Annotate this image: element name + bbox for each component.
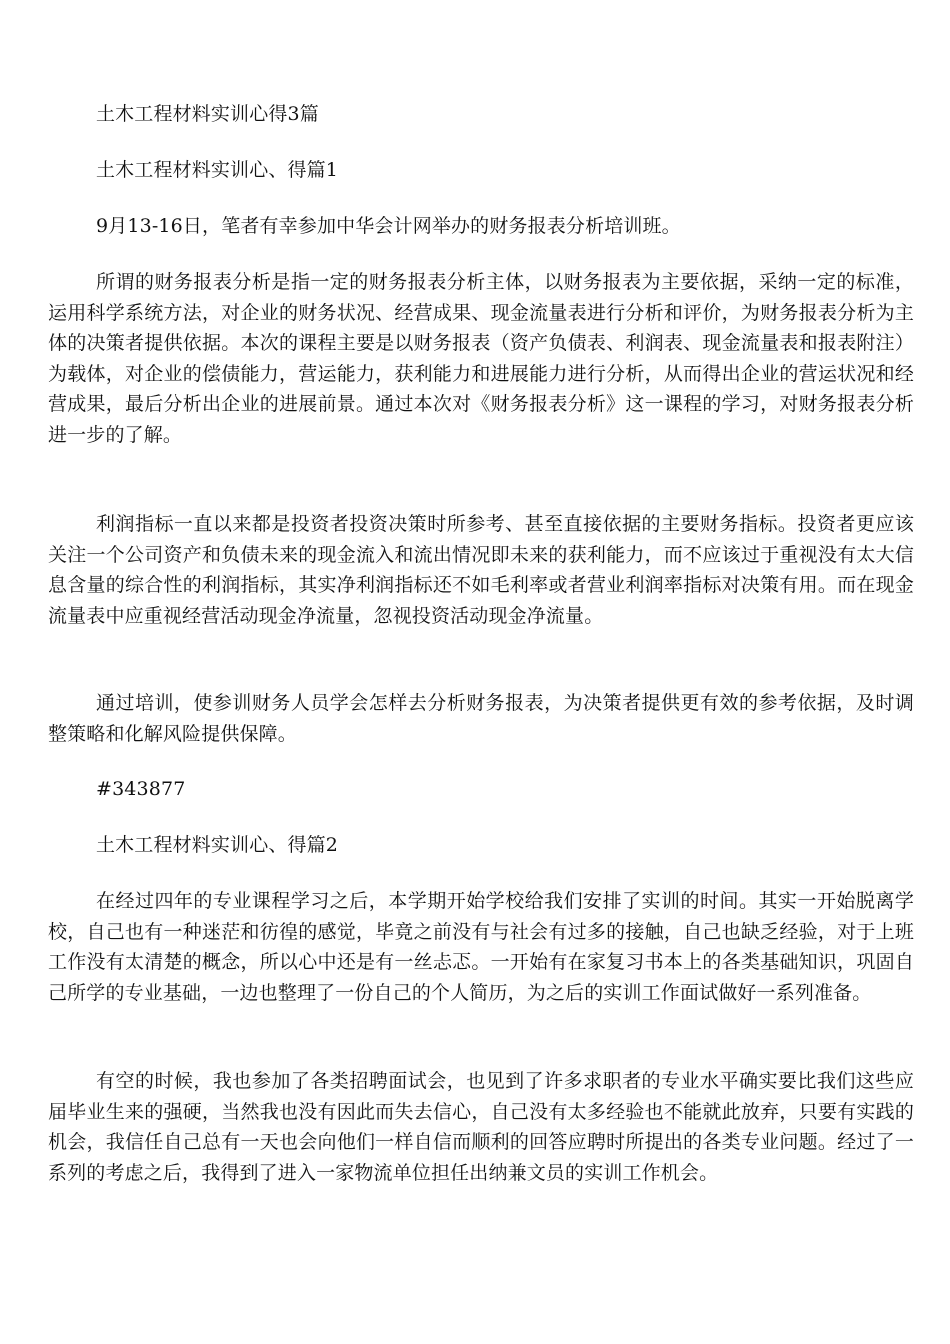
paragraph-training-summary: 通过培训，使参训财务人员学会怎样去分析财务报表，为决策者提供更有效的参考依据，及时调整策略和化解风险提供保障。	[48, 692, 914, 745]
section-heading-2: 土木工程材料实训心、得篇2	[96, 834, 339, 856]
document-title: 土木工程材料实训心得3篇	[96, 103, 319, 125]
separator-code: #343877	[96, 778, 186, 800]
paragraph-job-search: 有空的时候，我也参加了各类招聘面试会，也见到了许多求职者的专业水平确实要比我们这些应届毕业生来的强硬，当然我也没有因此而失去信心，自己没有太多经验也不能就此放弃，只要有实践的机会，我信任自己总有一天也会向他们一样自信而顺利的回答应聘时所提出的各类专业问题。经过了一系列的考虑之后，我得到了进入一家物流单位担任出纳兼文员的实训工作机会。	[48, 1070, 914, 1184]
paragraph-intro: 9月13-16日，笔者有幸参加中华会计网举办的财务报表分析培训班。	[96, 215, 681, 237]
paragraph-financial-analysis: 所谓的财务报表分析是指一定的财务报表分析主体，以财务报表为主要依据，采纳一定的标准，运用科学系统方法，对企业的财务状况、经营成果、现金流量表进行分析和评价，为财务报表分析为主体的决策者提供依据。本次的课程主要是以财务报表（资产负债表、利润表、现金流量表和报表附注）为载体，对企业的偿债能力，营运能力，获利能力和进展能力进行分析，从而得出企业的营运状况和经营成果，最后分析出企业的进展前景。通过本次对《财务报表分析》这一课程的学习，对财务报表分析进一步的了解。	[48, 271, 914, 446]
paragraph-profit-indicators: 利润指标一直以来都是投资者投资决策时所参考、甚至直接依据的主要财务指标。投资者更应该关注一个公司资产和负债未来的现金流入和流出情况即未来的获利能力，而不应该过于重视没有太大信息含量的综合性的利润指标，其实净利润指标还不如毛利率或者营业利润率指标对决策有用。而在现金流量表中应重视经营活动现金净流量，忽视投资活动现金净流量。	[48, 513, 914, 627]
section-heading-1: 土木工程材料实训心、得篇1	[96, 159, 339, 181]
paragraph-internship-start: 在经过四年的专业课程学习之后，本学期开始学校给我们安排了实训的时间。其实一开始脱离学校，自己也有一种迷茫和彷徨的感觉，毕竟之前没有与社会有过多的接触，自己也缺乏经验，对于上班工作没有太清楚的概念，所以心中还是有一丝忐忑。一开始有在家复习书本上的各类基础知识，巩固自己所学的专业基础，一边也整理了一份自己的个人简历，为之后的实训工作面试做好一系列准备。	[48, 890, 914, 1004]
